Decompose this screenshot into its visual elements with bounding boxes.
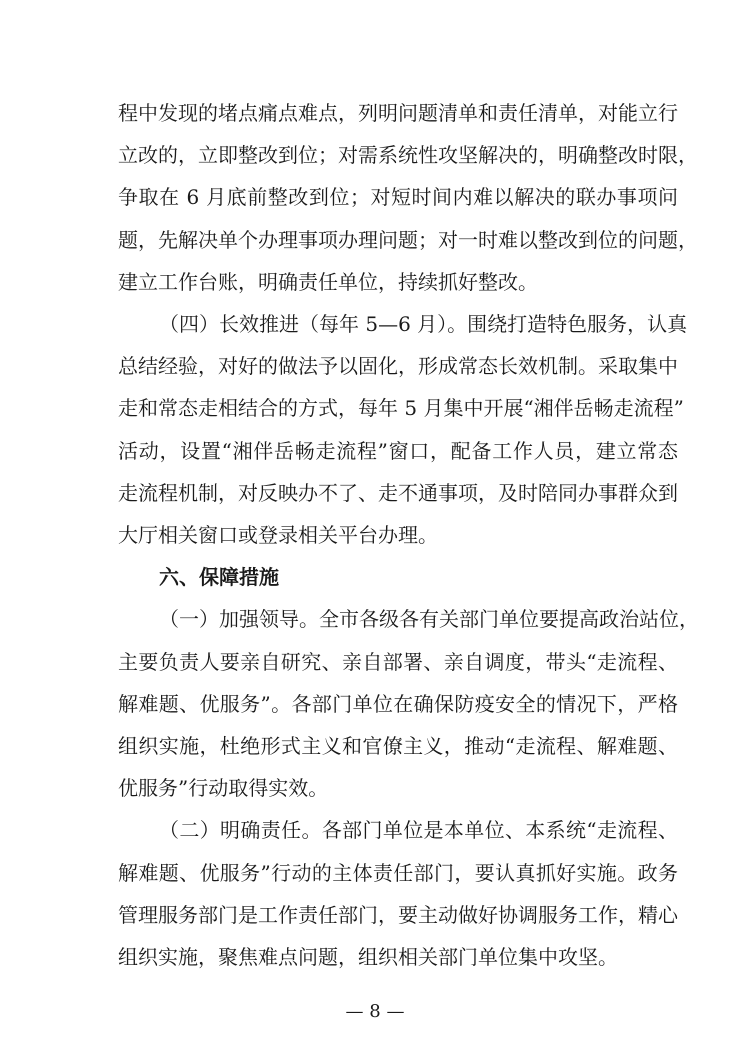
- body-line-21: 组织实施，聚焦难点问题，组织相关部门单位集中攻坚。: [118, 945, 618, 969]
- body-line-9: 活动，设置“湘伴岳畅走流程”窗口，配备工作人员，建立常态: [118, 438, 678, 463]
- body-line-1: 程中发现的堵点痛点难点，列明问题清单和责任清单，对能立行: [118, 101, 678, 125]
- body-line-15: 解难题、优服务”。各部门单位在确保防疫安全的情况下，严格: [118, 691, 678, 716]
- section-four-paragraph-start: （四）长效推进（每年 5—6 月）。围绕打造特色服务，认真: [159, 312, 688, 336]
- section-heading-safeguards: 六、保障措施: [159, 565, 279, 590]
- body-line-14: 主要负责人要亲自研究、亲自部署、亲自调度，带头“走流程、: [118, 649, 678, 674]
- body-line-11: 大厅相关窗口或登录相关平台办理。: [118, 523, 438, 547]
- body-line-3: 争取在 6 月底前整改到位；对短时间内难以解决的联办事项问: [118, 185, 678, 210]
- body-line-8: 走和常态走相结合的方式，每年 5 月集中开展“湘伴岳畅走流程”: [118, 396, 684, 421]
- body-line-16: 组织实施，杜绝形式主义和官僚主义，推动“走流程、解难题、: [118, 734, 678, 758]
- body-line-19: 解难题、优服务”行动的主体责任部门，要认真抓好实施。政务: [118, 860, 678, 885]
- body-line-4: 题，先解决单个办理事项办理问题；对一时难以整改到位的问题，: [118, 227, 698, 252]
- subsection-two-paragraph-start: （二）明确责任。各部门单位是本单位、本系统“走流程、: [159, 818, 678, 843]
- page-number: — 8 —: [345, 1001, 405, 1022]
- body-line-5: 建立工作台账，明确责任单位，持续抓好整改。: [118, 269, 538, 294]
- subsection-one-paragraph-start: （一）加强领导。全市各级各有关部门单位要提高政治站位，: [159, 607, 699, 632]
- body-line-20: 管理服务部门是工作责任部门，要主动做好协调服务工作，精心: [118, 902, 678, 927]
- body-line-2: 立改的，立即整改到位；对需系统性攻坚解决的，明确整改时限，: [118, 143, 698, 168]
- body-line-10: 走流程机制，对反映办不了、走不通事项，及时陪同办事群众到: [118, 480, 678, 505]
- body-line-17: 优服务”行动取得实效。: [118, 776, 329, 801]
- body-line-7: 总结经验，对好的做法予以固化，形成常态长效机制。采取集中: [118, 354, 678, 379]
